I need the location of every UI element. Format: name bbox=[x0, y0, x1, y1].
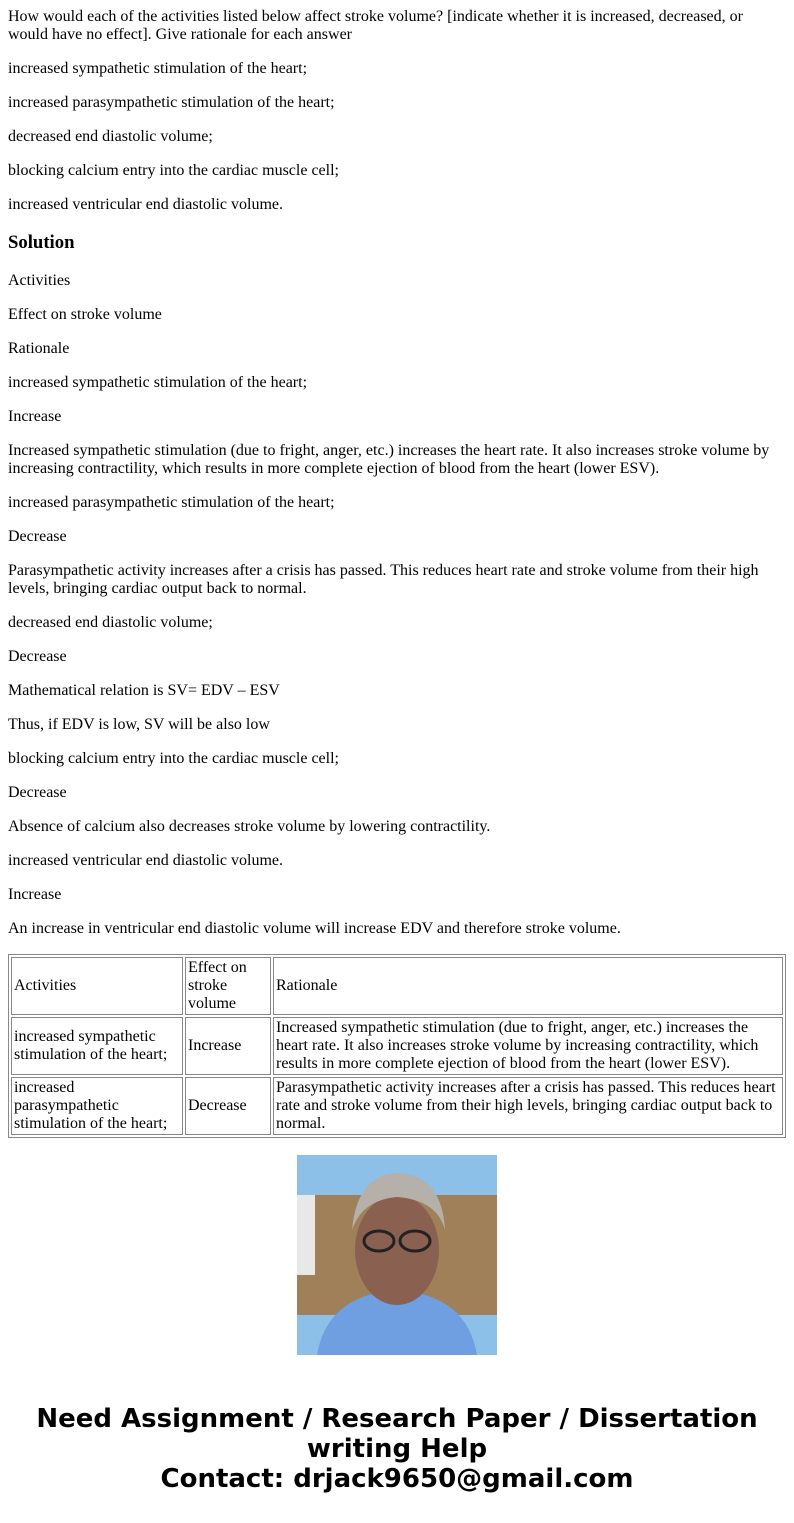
answer-table bbox=[8, 954, 786, 1138]
promo-text bbox=[0, 1404, 794, 1494]
solution-paragraph: Rationale bbox=[8, 340, 70, 357]
solution-paragraph: Increased sympathetic stimulation (due to fright, anger, etc.) increases the heart rate. It also increases stroke volume by increasing contractility, which results in more complete ejection of blood from the heart (lower ESV). bbox=[8, 442, 770, 477]
header-cell: Rationale bbox=[273, 957, 783, 1015]
solution-paragraph: decreased end diastolic volume; bbox=[8, 614, 213, 631]
solution-paragraph: Parasympathetic activity increases after a crisis has passed. This reduces heart rate and stroke volume from their high levels, bringing cardiac output back to normal. bbox=[8, 562, 759, 597]
question-item: increased ventricular end diastolic volume. bbox=[8, 196, 284, 213]
table-cell: Parasympathetic activity increases after a crisis has passed. This reduces heart rate and stroke volume from their high levels, bringing cardiac output back to normal. bbox=[273, 1077, 783, 1135]
solution-paragraph: increased parasympathetic stimulation of the heart; bbox=[8, 494, 335, 511]
solution-paragraph: An increase in ventricular end diastolic volume will increase EDV and therefore stroke volume. bbox=[8, 920, 621, 937]
solution-paragraph: Decrease bbox=[8, 528, 67, 545]
solution-paragraph: blocking calcium entry into the cardiac muscle cell; bbox=[8, 750, 339, 767]
table-cell: Decrease bbox=[185, 1077, 271, 1135]
question-prompt: How would each of the activities listed below affect stroke volume? [indicate whether it is increased, decreased, or would have no effect]. Give rationale for each answer bbox=[8, 8, 743, 43]
solution-paragraph: Decrease bbox=[8, 648, 67, 665]
table-row bbox=[11, 1017, 783, 1075]
question-item: increased parasympathetic stimulation of the heart; bbox=[8, 94, 335, 111]
solution-paragraph: Activities bbox=[8, 272, 71, 289]
table-cell: increased sympathetic stimulation of the heart; bbox=[11, 1017, 183, 1075]
solution-paragraph: Effect on stroke volume bbox=[8, 306, 162, 323]
solution-paragraph: increased sympathetic stimulation of the heart; bbox=[8, 374, 308, 391]
solution-paragraph: increased ventricular end diastolic volume. bbox=[8, 852, 284, 869]
header-cell: Activities bbox=[11, 957, 183, 1015]
table-header-row bbox=[11, 957, 783, 1015]
table-cell: Increase bbox=[185, 1017, 271, 1075]
contact-email[interactable]: Contact: drjack9650@gmail.com bbox=[160, 1464, 634, 1494]
question-item: blocking calcium entry into the cardiac muscle cell; bbox=[8, 162, 339, 179]
promo-footer bbox=[0, 1122, 794, 1523]
table-cell: Increased sympathetic stimulation (due to fright, anger, etc.) increases the heart rate. It also increases stroke volume by increasing contractility, which results in more complete ejection of blood from the heart (lower ESV). bbox=[273, 1017, 783, 1075]
solution-paragraph: Increase bbox=[8, 886, 62, 903]
table-cell: increased parasympathetic stimulation of the heart; bbox=[11, 1077, 183, 1135]
solution-paragraph: Increase bbox=[8, 408, 62, 425]
promo-line: Need Assignment / Research Paper / Dissertation writing Help bbox=[36, 1404, 758, 1464]
question-item: decreased end diastolic volume; bbox=[8, 128, 213, 145]
solution-paragraph: Absence of calcium also decreases stroke volume by lowering contractility. bbox=[8, 818, 491, 835]
author-avatar bbox=[297, 1155, 497, 1355]
solution-paragraph: Mathematical relation is SV= EDV – ESV bbox=[8, 682, 280, 699]
solution-paragraphs bbox=[8, 272, 786, 938]
solution-heading: Solution bbox=[8, 232, 75, 253]
question-item: increased sympathetic stimulation of the heart; bbox=[8, 60, 308, 77]
solution-paragraph: Decrease bbox=[8, 784, 67, 801]
solution-paragraph: Thus, if EDV is low, SV will be also low bbox=[8, 716, 270, 733]
header-cell: Effect on stroke volume bbox=[185, 957, 271, 1015]
